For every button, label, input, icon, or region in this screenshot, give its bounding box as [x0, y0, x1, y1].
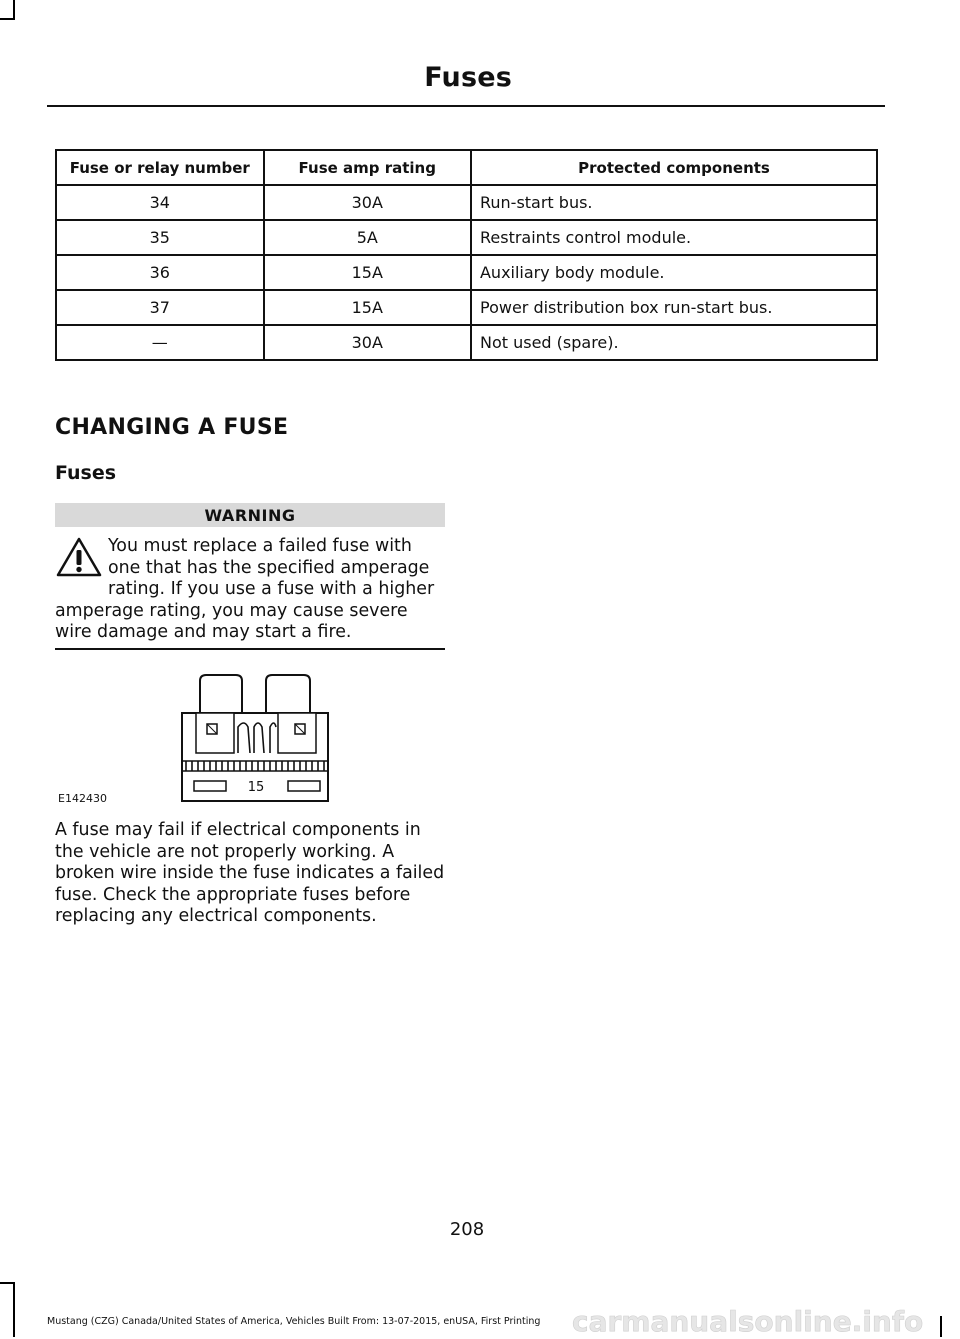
section-heading: CHANGING A FUSE: [55, 415, 289, 440]
fuse-number-cell: 35: [56, 220, 264, 255]
table-row: [56, 290, 877, 325]
warning-divider: [55, 648, 445, 650]
subsection-heading: Fuses: [55, 462, 117, 484]
fuse-illustration: [138, 667, 382, 807]
fuse-table: [55, 149, 878, 361]
fuse-number-cell: —: [56, 325, 264, 360]
crop-mark: [13, 1282, 15, 1337]
fuse-number-cell: 34: [56, 185, 264, 220]
svg-text:carmanualsonline.info: carmanualsonline.info: [572, 1305, 924, 1338]
amp-rating-cell: 15A: [264, 290, 471, 325]
watermark-logo: [572, 1305, 932, 1339]
column-header: Protected components: [471, 150, 877, 185]
warning-label: WARNING: [55, 503, 445, 527]
table-header-row: [56, 150, 877, 185]
crop-mark: [0, 18, 15, 20]
amp-rating-cell: 30A: [264, 185, 471, 220]
page-number: 208: [449, 1219, 485, 1240]
body-paragraph: A fuse may fail if electrical components in the vehicle are not properly working. A broken wire inside the fuse indicates a failed fuse. Check the appropriate fuses before replacing any electrical components.: [55, 820, 445, 926]
table-row: [56, 325, 877, 360]
column-header: Fuse or relay number: [56, 150, 264, 185]
page-title: Fuses: [424, 62, 512, 93]
warning-message: [55, 536, 447, 644]
table-row: [56, 255, 877, 290]
footer-text: Mustang (CZG) Canada/United States of America, Vehicles Built From: 13-07-2015, enUSA, First Printing: [47, 1316, 541, 1327]
crop-mark: [940, 1316, 942, 1337]
crop-mark: [0, 1282, 15, 1284]
protected-component-cell: Restraints control module.: [471, 220, 877, 255]
table-row: [56, 220, 877, 255]
amp-rating-cell: 5A: [264, 220, 471, 255]
fuse-number-cell: 36: [56, 255, 264, 290]
column-header: Fuse amp rating: [264, 150, 471, 185]
fuse-number-cell: 37: [56, 290, 264, 325]
crop-mark: [13, 0, 15, 20]
protected-component-cell: Auxiliary body module.: [471, 255, 877, 290]
header-divider: [47, 105, 885, 107]
amp-rating-cell: 30A: [264, 325, 471, 360]
amp-rating-cell: 15A: [264, 255, 471, 290]
warning-text: You must replace a failed fuse with one that has the specified amperage rating. If you use a fuse with a higher amperage rating, you may cause severe wire damage and may start a fire.: [55, 536, 435, 642]
protected-component-cell: Run-start bus.: [471, 185, 877, 220]
fuse-rating-label: 15: [247, 780, 265, 795]
table-row: [56, 185, 877, 220]
figure-code: E142430: [58, 792, 107, 805]
protected-component-cell: Power distribution box run-start bus.: [471, 290, 877, 325]
protected-component-cell: Not used (spare).: [471, 325, 877, 360]
